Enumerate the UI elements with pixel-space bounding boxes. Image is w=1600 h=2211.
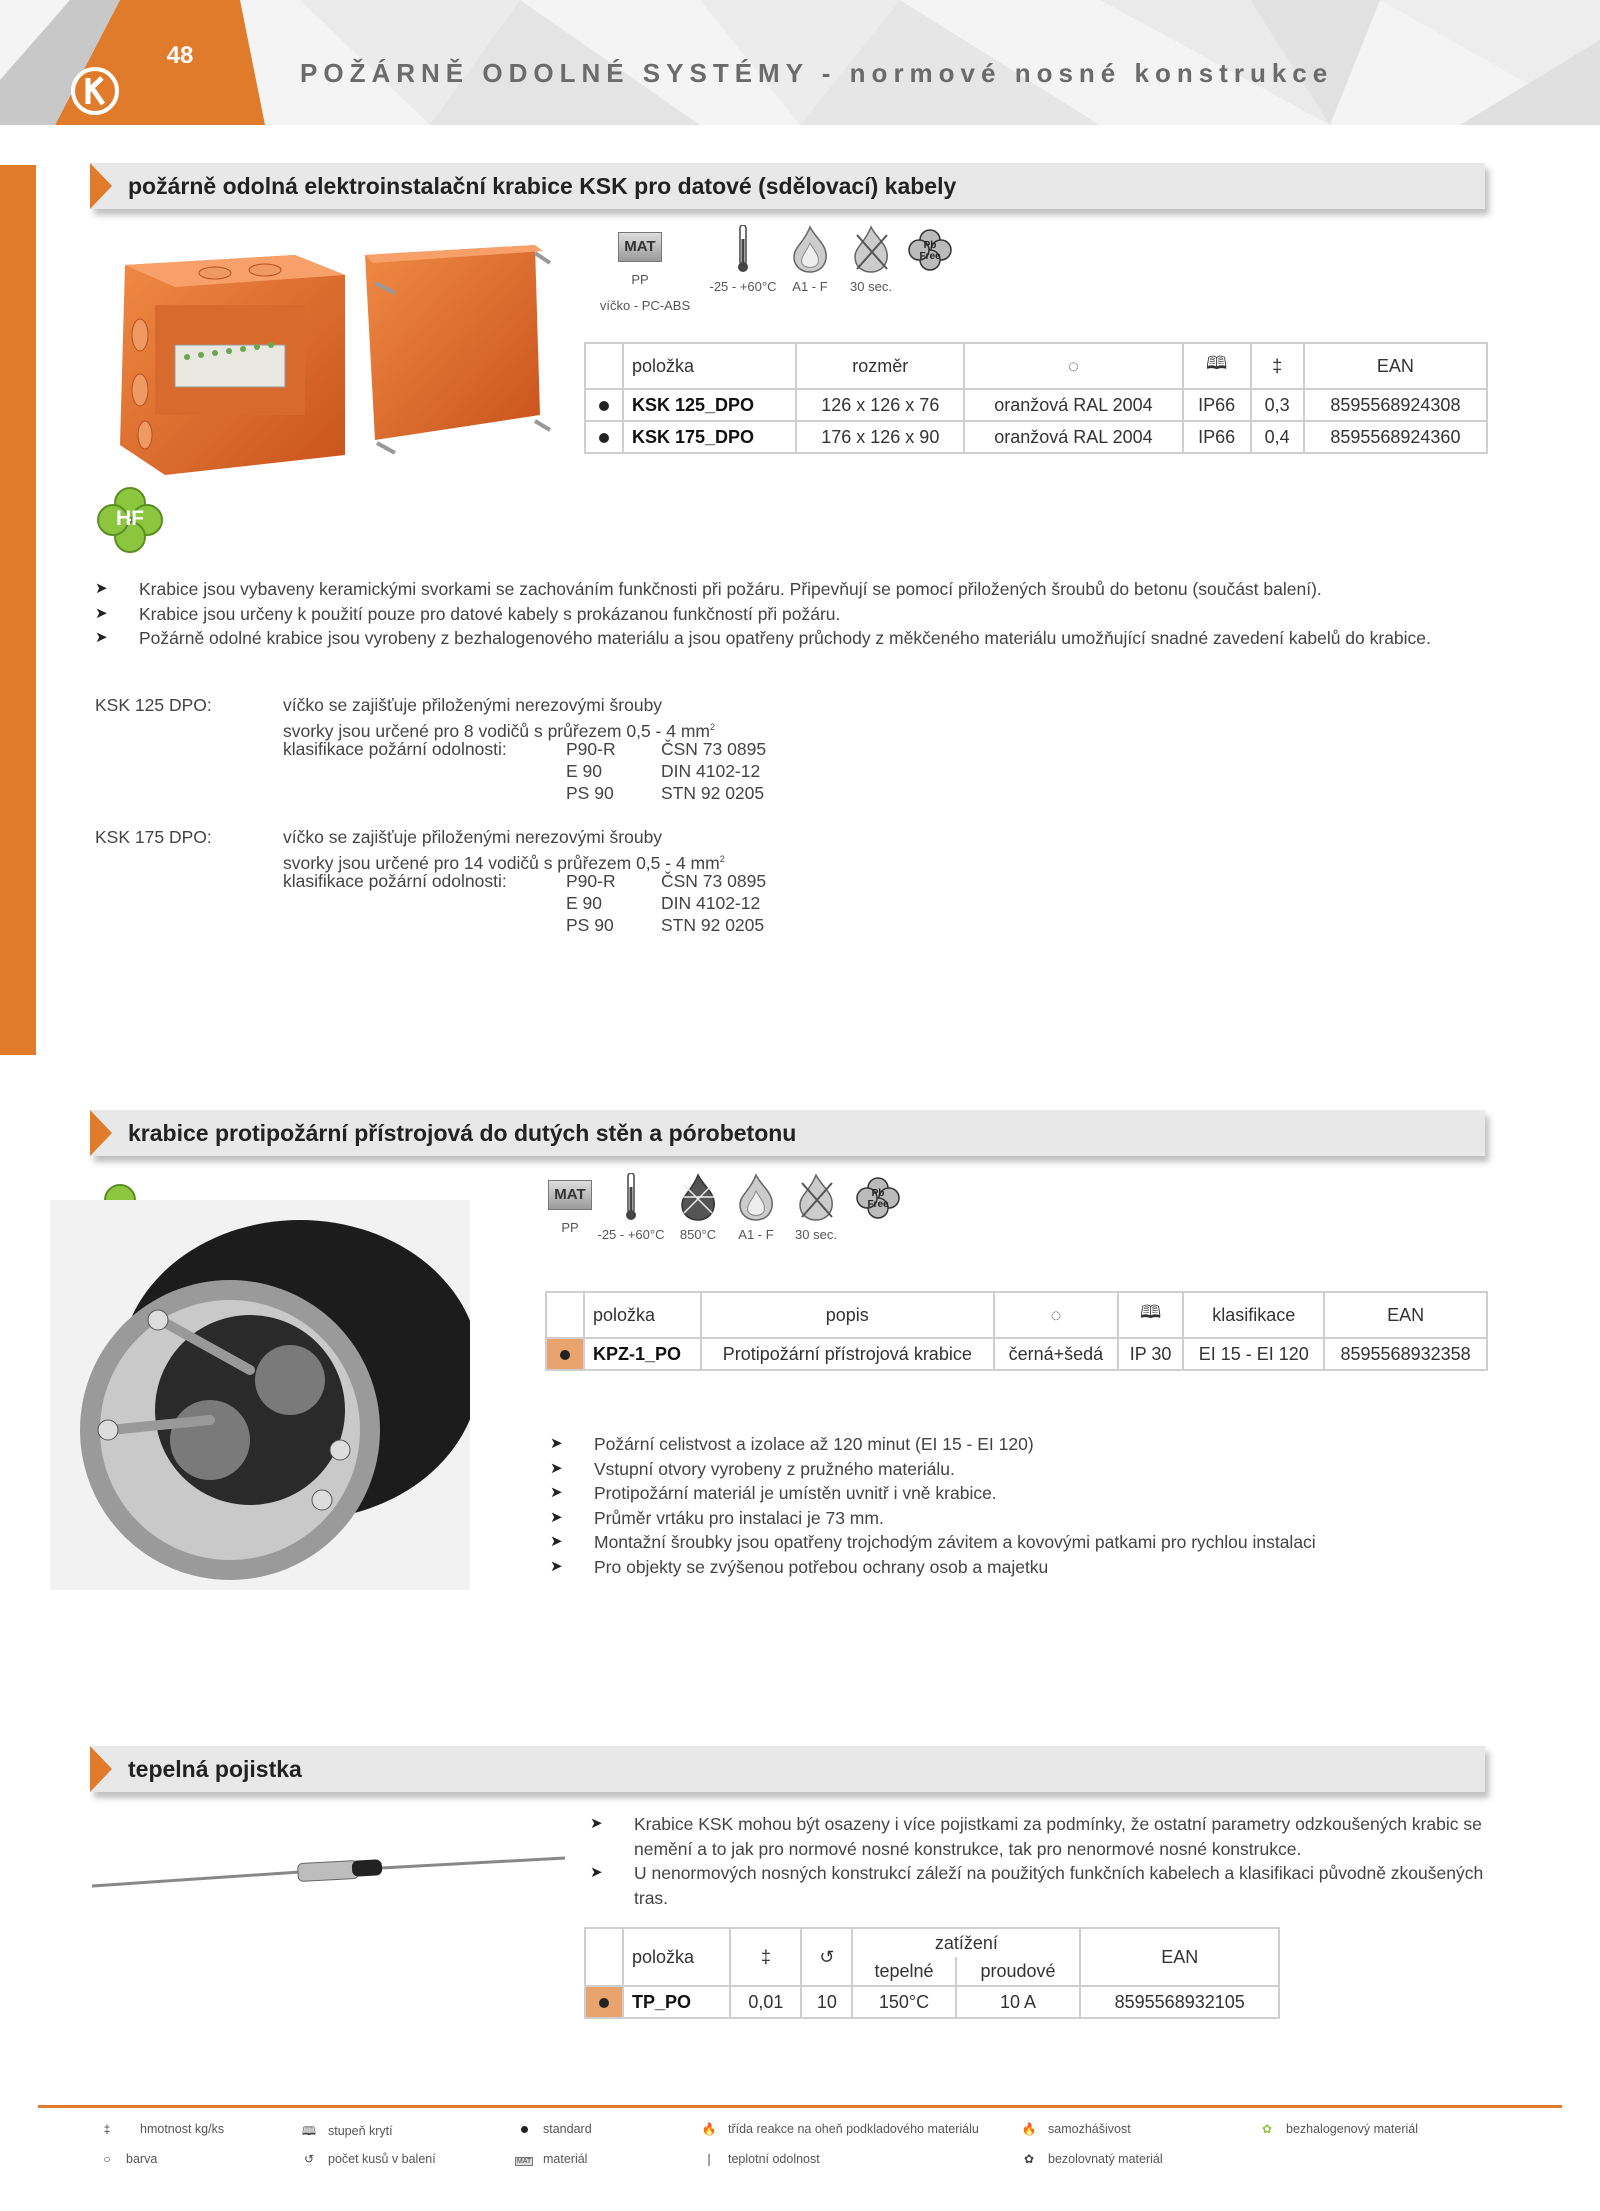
product-table-kpz (545, 1291, 1488, 1371)
svg-text:Pb: Pb (871, 1188, 885, 1199)
table-cell: 0,01 (730, 1986, 801, 2018)
self-extinguishing-icon (849, 225, 893, 273)
detail-standard: DIN 4102-12 (661, 761, 761, 781)
spec-self-extinguish (792, 1173, 840, 1242)
product-table-ksk (584, 342, 1488, 454)
self-extinguishing-icon (794, 1173, 838, 1221)
list-item: ➤ Krabice KSK mohou být osazeny i více pojistkami za podmínky, že ostatní parametry odzkoušených krabic se nemění a to jak pro normové nosné konstrukce, tak pro nenormové nosné konstrukce. (590, 1812, 1490, 1861)
table-cell: IP66 (1183, 421, 1251, 453)
legend-item (300, 2122, 393, 2143)
material-icon: MAT (548, 1180, 592, 1210)
table-cell: oranžová RAL 2004 (964, 421, 1182, 453)
table-row (585, 389, 1487, 421)
table-cell: 150°C (852, 1986, 955, 2018)
section-heading (90, 1746, 1490, 1796)
detail-name: KSK 175 DPO: (95, 827, 212, 847)
protection-icon: 🕮 (1118, 1292, 1184, 1338)
detail-name: KSK 125 DPO: (95, 695, 212, 715)
table-header-row (585, 343, 1487, 389)
table-cell: černá+šedá (994, 1338, 1118, 1370)
table-header-cell (585, 1928, 623, 1986)
detail-class: P90-R (566, 871, 616, 891)
color-icon: ◌ (994, 1292, 1118, 1338)
detail-class: E 90 (566, 761, 602, 781)
legend-label: hmotnost kg/ks (140, 2122, 225, 2136)
list-item: ➤ Protipožární materiál je umístěn uvnitř i vně krabice. (550, 1481, 1500, 1506)
legend-item (700, 2122, 979, 2136)
product-image-thermal-fuse (90, 1840, 570, 1905)
list-item: ➤ Požárně odolné krabice jsou vyrobeny z bezhalogenového materiálu a jsou opatřeny průchody z měkčeného materiálu umožňující snadné zavedení kabelů do krabice. (95, 626, 1495, 651)
legend-label: materiál (543, 2152, 588, 2166)
list-item: ➤ Krabice jsou určeny k použití pouze pro datové kabely s prokázanou funkčností při požáru. (95, 602, 1495, 627)
table-header-cell: rozměr (796, 343, 964, 389)
table-cell: KSK 175_DPO (623, 421, 796, 453)
superscript: 2 (719, 854, 725, 864)
table-cell: 10 (801, 1986, 852, 2018)
legend-label: samozhášivost (1048, 2122, 1131, 2136)
feature-list (590, 1812, 1490, 1910)
list-item: ➤ Průměr vrtáku pro instalaci je 73 mm. (550, 1506, 1500, 1531)
section-title: požárně odolná elektroinstalační krabice KSK pro datové (sdělovací) kabely (128, 173, 957, 199)
table-cell: IP66 (1183, 389, 1251, 421)
spec-material (612, 232, 668, 287)
table-cell: 0,3 (1251, 389, 1304, 421)
weight-icon: ‡ (1251, 343, 1304, 389)
detail-lid: víčko se zajišťuje přiloženými nerezovými šrouby (283, 695, 663, 715)
table-header-cell: popis (701, 1292, 995, 1338)
spec-material (544, 1180, 596, 1235)
table-header-cell (546, 1292, 584, 1338)
legend-item (300, 2152, 436, 2166)
table-header-cell: tepelné (852, 1957, 955, 1986)
table-header-cell: EAN (1304, 343, 1487, 389)
spec-temperature-value: -25 - +60°C (597, 1227, 665, 1242)
pieces-icon: ↺ (801, 1928, 852, 1986)
table-cell: Protipožární přístrojová krabice (701, 1338, 995, 1370)
protection-icon: 🕮 (1183, 343, 1251, 389)
product-table-fuse (584, 1927, 1280, 2019)
legend-label: třída reakce na oheň podkladového materiálu (728, 2122, 979, 2136)
spec-material-value: PP (561, 1220, 579, 1235)
flame-icon (788, 225, 832, 273)
legend-item (1020, 2122, 1131, 2136)
standard-icon (515, 2122, 533, 2136)
table-header-cell: položka (584, 1292, 701, 1338)
spec-pb-free (853, 1176, 903, 1226)
legend-label: počet kusů v balení (328, 2152, 436, 2166)
list-item: ➤ Krabice jsou vybaveny keramickými svorkami se zachováním funkčnosti při požáru. Připevňují se pomocí přiložených šroubů do betonu (součást balení). (95, 577, 1495, 602)
legend-item (1020, 2152, 1163, 2166)
legend-label: standard (543, 2122, 592, 2136)
protection-icon: 🕮 (301, 2124, 317, 2138)
legend-label: teplotní odolnost (728, 2152, 820, 2166)
legend-item (515, 2122, 592, 2136)
legend-item (98, 2122, 224, 2136)
table-cell: TP_PO (623, 1986, 730, 2018)
product-image-kpz-box (50, 1200, 470, 1595)
table-header-cell: proudové (956, 1957, 1081, 1986)
weight-icon: ‡ (730, 1928, 801, 1986)
table-header-cell: zatížení (852, 1928, 1080, 1957)
footer-divider (38, 2105, 1562, 2108)
table-header-cell (585, 343, 623, 389)
table-header-cell: EAN (1324, 1292, 1487, 1338)
legend-item (515, 2152, 587, 2166)
table-cell: 8595568924360 (1304, 421, 1487, 453)
product-image-ksk-box (95, 225, 575, 490)
spec-temperature-value: -25 - +60°C (709, 279, 777, 294)
spec-fire-class (786, 225, 834, 294)
legend-label: bezolovnatý materiál (1048, 2152, 1163, 2166)
legend-label: stupeň krytí (328, 2124, 393, 2138)
feature-list (95, 577, 1495, 651)
table-row (546, 1338, 1487, 1370)
standard-dot (585, 421, 623, 453)
detail-terminals-text: svorky jsou určené pro 14 vodičů s průřezem 0,5 - 4 mm (283, 852, 720, 873)
legend-item (700, 2152, 820, 2166)
lead-free-icon (907, 228, 953, 272)
table-cell: EI 15 - EI 120 (1183, 1338, 1324, 1370)
section-heading (90, 163, 1490, 213)
table-cell: 8595568924308 (1304, 389, 1487, 421)
legend-label: barva (126, 2152, 158, 2166)
legend-label: bezhalogenový materiál (1286, 2122, 1419, 2136)
list-item: ➤ Pro objekty se zvýšenou potřebou ochrany osob a majetku (550, 1555, 1500, 1580)
table-header-row (585, 1928, 1279, 1957)
legend-item (1258, 2122, 1418, 2136)
spec-temperature (596, 1173, 666, 1242)
pieces-icon: ↺ (303, 2152, 315, 2166)
list-item: ➤ U nenormových nosných konstrukcí záleží na použitých funkčních kabelech a klasifikaci původně zkoušených tras. (590, 1861, 1490, 1910)
detail-class-label: klasifikace požární odolnosti: (283, 871, 507, 891)
lead-free-icon: ✿ (1023, 2152, 1035, 2166)
spec-time-value: 30 sec. (795, 1227, 837, 1242)
svg-text:Free: Free (867, 1199, 889, 1210)
material-icon: MAT (516, 2158, 532, 2165)
hf-badge (95, 485, 165, 555)
fire-class-icon: 🔥 (701, 2122, 717, 2136)
detail-standard: DIN 4102-12 (661, 893, 761, 913)
table-cell: KPZ-1_PO (584, 1338, 701, 1370)
spec-material-lid: víčko - PC-ABS (599, 298, 691, 313)
standard-dot (546, 1338, 584, 1370)
flame-icon (734, 1173, 778, 1221)
spec-fire-class-value: A1 - F (792, 279, 828, 294)
spec-material-value: PP (631, 272, 649, 287)
spec-fire-class (732, 1173, 780, 1242)
table-row (585, 1986, 1279, 2018)
table-cell: 176 x 126 x 90 (796, 421, 964, 453)
table-cell: 0,4 (1251, 421, 1304, 453)
detail-lid: víčko se zajišťuje přiloženými nerezovými šrouby (283, 827, 663, 847)
color-icon: ◌ (964, 343, 1182, 389)
side-accent-bar (0, 165, 36, 1055)
spec-glow-value: 850°C (679, 1227, 717, 1242)
table-header-row (546, 1292, 1487, 1338)
hf-badge-label: HF (116, 507, 144, 530)
table-cell: 8595568932105 (1080, 1986, 1279, 2018)
table-cell: IP 30 (1118, 1338, 1184, 1370)
spec-fire-class-value: A1 - F (738, 1227, 774, 1242)
table-header-cell: položka (623, 1928, 730, 1986)
detail-standard: ČSN 73 0895 (661, 739, 767, 759)
thermometer-icon (736, 225, 750, 273)
list-item: ➤ Montažní šroubky jsou opatřeny trojchodým závitem a kovovými patkami pro rychlou instalaci (550, 1530, 1500, 1555)
detail-class: P90-R (566, 739, 616, 759)
section-title: tepelná pojistka (128, 1756, 302, 1782)
temperature-icon: ❘ (703, 2152, 715, 2166)
standard-dot (585, 1986, 623, 2018)
standard-dot (585, 389, 623, 421)
material-icon: MAT (618, 232, 662, 262)
page-number: 48 (166, 42, 194, 69)
detail-class: PS 90 (566, 915, 614, 935)
table-cell: oranžová RAL 2004 (964, 389, 1182, 421)
color-icon: ○ (103, 2152, 111, 2166)
table-header-cell: EAN (1080, 1928, 1279, 1986)
detail-standard: STN 92 0205 (661, 915, 765, 935)
self-extinguishing-icon: 🔥 (1021, 2122, 1037, 2136)
list-item: ➤ Požární celistvost a izolace až 120 minut (EI 15 - EI 120) (550, 1432, 1500, 1457)
spec-pb-free (905, 228, 955, 278)
feature-list (550, 1432, 1500, 1579)
svg-text:Free: Free (919, 251, 941, 262)
table-header-cell: klasifikace (1183, 1292, 1324, 1338)
detail-standard: ČSN 73 0895 (661, 871, 767, 891)
halogen-free-icon: ✿ (1261, 2122, 1273, 2136)
brand-logo (70, 66, 120, 121)
table-cell: 10 A (956, 1986, 1081, 2018)
glow-wire-icon (676, 1173, 720, 1221)
spec-glow-wire (673, 1173, 723, 1242)
table-cell: 8595568932358 (1324, 1338, 1487, 1370)
detail-class: E 90 (566, 893, 602, 913)
svg-text:Pb: Pb (923, 240, 937, 251)
detail-class-label: klasifikace požární odolnosti: (283, 739, 507, 759)
detail-standard: STN 92 0205 (661, 783, 765, 803)
detail-class: PS 90 (566, 783, 614, 803)
detail-terminals-text: svorky jsou určené pro 8 vodičů s průřezem 0,5 - 4 mm (283, 720, 710, 741)
spec-temperature (708, 225, 778, 294)
table-header-cell: položka (623, 343, 796, 389)
legend-item (98, 2152, 157, 2166)
lead-free-icon (855, 1176, 901, 1220)
superscript: 2 (709, 722, 715, 732)
section-heading (90, 1110, 1490, 1160)
table-cell: 126 x 126 x 76 (796, 389, 964, 421)
section-title: krabice protipožární přístrojová do dutých stěn a pórobetonu (128, 1120, 797, 1146)
weight-icon: ‡ (103, 2122, 111, 2136)
table-row (585, 421, 1487, 453)
spec-self-extinguish (846, 225, 896, 294)
thermometer-icon (624, 1173, 638, 1221)
page-title: POŽÁRNĚ ODOLNÉ SYSTÉMY - normové nosné konstrukce (300, 58, 1334, 88)
list-item: ➤ Vstupní otvory vyrobeny z pružného materiálu. (550, 1457, 1500, 1482)
table-cell: KSK 125_DPO (623, 389, 796, 421)
spec-time-value: 30 sec. (850, 279, 892, 294)
